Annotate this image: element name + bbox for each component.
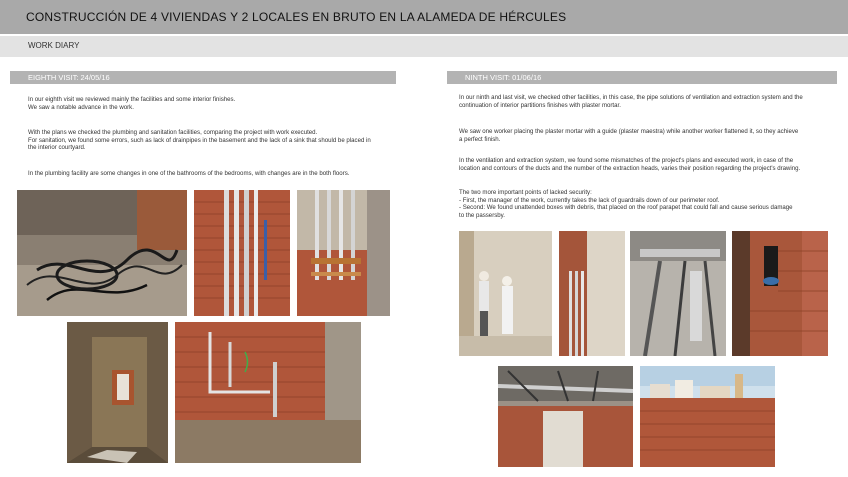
subtitle-bar	[0, 36, 848, 57]
photo-copper-pipe-connections	[297, 190, 390, 316]
ninth-visit-paragraph-1	[459, 94, 803, 109]
title-bar	[0, 0, 848, 34]
text-line: In our ninth and last visit, we checked other facilities, in this case, the pipe solutions of ventilation and extraction system and the	[459, 94, 803, 101]
ninth-visit-paragraph-3	[459, 157, 800, 172]
photo-pipes-in-corner	[559, 231, 625, 356]
eighth-visit-paragraph-1	[28, 96, 235, 111]
photo-rooftop-city-view	[640, 366, 775, 467]
ninth-visit-heading: NINTH VISIT: 01/06/16	[465, 73, 542, 82]
photo-pipes-on-brick-wall	[194, 190, 290, 316]
text-line: - First, the manager of the work, currently takes the lack of guardrails down of our perimeter roof.	[459, 196, 720, 204]
eighth-visit-paragraph-2	[28, 129, 371, 152]
text-line: With the plans we checked the plumbing and sanitation facilities, comparing the project with work executed.	[28, 129, 318, 136]
text-line: In our eighth visit we reviewed mainly the facilities and some interior finishes.	[28, 96, 236, 103]
text-line: - Second: We found unattended boxes with debris, that placed on the roof parapet that could fall and cause serious damage	[459, 204, 793, 212]
text-line: We saw one worker placing the plaster mortar with a guide (plaster maestra) while another worker flattened it, so they achieve	[459, 128, 799, 135]
ninth-visit-heading-bar	[447, 71, 837, 84]
photo-cables-on-floor	[17, 190, 187, 316]
eighth-visit-heading-bar	[10, 71, 396, 84]
ninth-visit-paragraph-4	[459, 189, 793, 219]
photo-workers-plastering	[459, 231, 552, 356]
photo-brick-wall-with-pipes	[175, 322, 361, 463]
photo-ceiling-ducts-interior	[498, 366, 633, 467]
eighth-visit-heading: EIGHTH VISIT: 24/05/16	[28, 73, 110, 82]
eighth-visit-paragraph-3	[28, 170, 349, 178]
ninth-visit-paragraph-2	[459, 128, 798, 143]
photo-ventilation-ducts-ceiling	[630, 231, 726, 356]
text-line: continuation of interior partitions finishes with plaster mortar.	[459, 101, 621, 109]
text-line: location and contours of the ducts and the number of the extraction heads, varies their position regarding the project's drawing.	[459, 164, 801, 172]
page-subtitle: WORK DIARY	[28, 41, 80, 50]
text-line: the interior courtyard.	[28, 144, 86, 152]
text-line: In the ventilation and extraction system, we found some mismatches of the project's plans and executed work, in case of the	[459, 157, 794, 164]
photo-small-window-room	[67, 322, 168, 463]
text-line: In the plumbing facility are some changes in one of the bathrooms of the bedrooms, with changes are in the both floors.	[28, 170, 350, 177]
text-line: For sanitation, we found some errors, such as lack of drainpipes in the basement and the lack of a sink that should be placed in	[28, 136, 371, 144]
text-line: The two more important points of lacked security:	[459, 189, 592, 196]
text-line: a perfect finish.	[459, 135, 501, 143]
page-title: CONSTRUCCIÓN DE 4 VIVIENDAS Y 2 LOCALES EN BRUTO EN LA ALAMEDA DE HÉRCULES	[26, 10, 567, 24]
text-line: We saw a notable advance in the work.	[28, 103, 134, 111]
photo-extraction-duct-wall	[732, 231, 828, 356]
text-line: to the passersby.	[459, 211, 505, 219]
